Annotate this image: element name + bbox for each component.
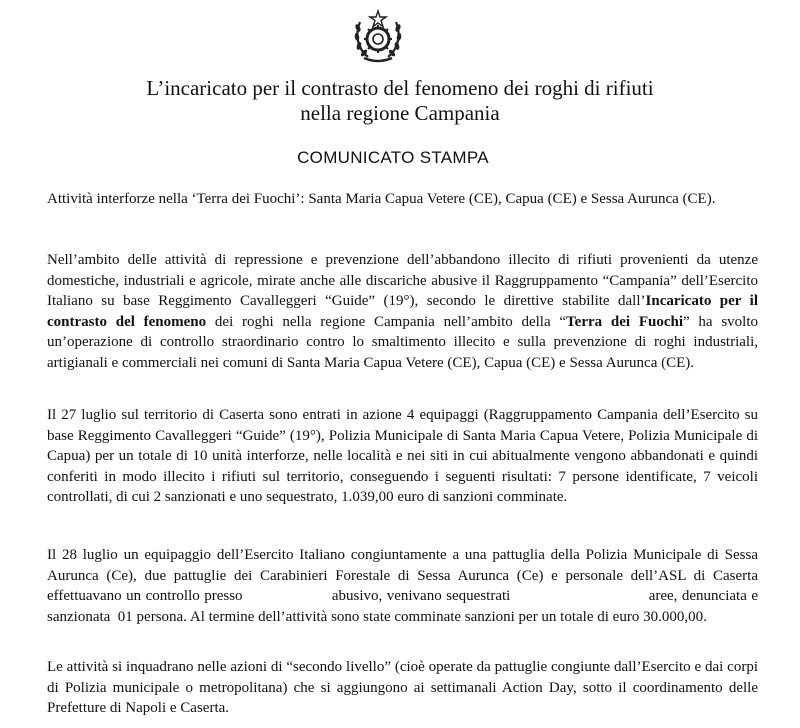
press-release-heading: COMUNICATO STAMPA [297, 148, 489, 167]
intro-paragraph: Attività interforze nella ‘Terra dei Fuochi’: Santa Maria Capua Vetere (CE), Capua (CE) e Sessa Aurunca (CE). [47, 191, 716, 207]
operation-paragraph [47, 250, 758, 374]
italian-republic-emblem-icon [352, 8, 404, 64]
operation-bold-incaricato: Incaricato per il contrasto del fenomeno [47, 293, 758, 330]
document-title [0, 76, 800, 126]
july-27-paragraph: Il 27 luglio sul territorio di Caserta sono entrati in azione 4 equipaggi (Raggruppamento Campania dell’Esercito su base Reggimento Cavalleggeri “Guide” (19°), Polizia Municipale di Santa Maria Capua Vetere, Polizia Municipale di Capua) per un totale di 10 unità interforze, nelle località e nei siti in cui abitualmente vengono abbandonati e quindi conferiti in modo illecito i rifiuti sul territorio, conseguendo i seguenti risultati: 7 persone identificate, 7 veicoli controllati, di cui 2 sanzionati e uno sequestrato, 1.039,00 euro di sanzioni comminate. [47, 407, 762, 506]
operation-text-1: Nell’ambito delle attività di repressione e prevenzione dell’abbandono illecito di rifiuti provenienti da utenze domestiche, industriali e agricole, mirate anche alle discariche abusive il Raggruppamento “Campania” dell’Esercito Italiano su base Reggimento Cavalleggeri “Guide” (19°), secondo le direttive stabilite dall’ [47, 252, 758, 310]
operation-text-3: ” ha svolto un’operazione di controllo straordinario contro lo smaltimento illecito e sulla prevenzione di roghi industriali, artigianali e commerciali nei comuni di Santa Maria Capua Vetere (CE), Capua (CE) e Sessa Aurunca (CE). [47, 313, 758, 371]
conclusion-paragraph: Le attività si inquadrano nelle azioni di “secondo livello” (cioè operate da pattuglie congiunte dall’Esercito e dai corpi di Polizia municipale o metropolitana) che si aggiungono ai settimanali Action Day, sotto il coordinamento delle Prefetture di Napoli e Caserta. [47, 659, 758, 717]
july-28-paragraph: Il 28 luglio un equipaggio dell’Esercito Italiano congiuntamente a una pattuglia della Polizia Municipale di Sessa Aurunca (Ce), due pattuglie dei Carabinieri Forestale di Sessa Aurunca (Ce) e personale dell’ASL di Caserta effettuavano un controllo presso abusivo, venivano sequestrati aree, denunciata e sanzionata 01 persona. Al termine dell’attività sono state comminate sanzioni per un totale di euro 30.000,00. [47, 547, 762, 625]
title-line-2: nella regione Campania [300, 101, 500, 125]
title-line-1: L’incaricato per il contrasto del fenomeno dei roghi di rifiuti [146, 76, 654, 100]
operation-text-2: dei roghi nella regione Campania nell’ambito della “ [206, 313, 567, 330]
operation-bold-terra-dei-fuochi: Terra dei Fuochi [566, 313, 683, 330]
